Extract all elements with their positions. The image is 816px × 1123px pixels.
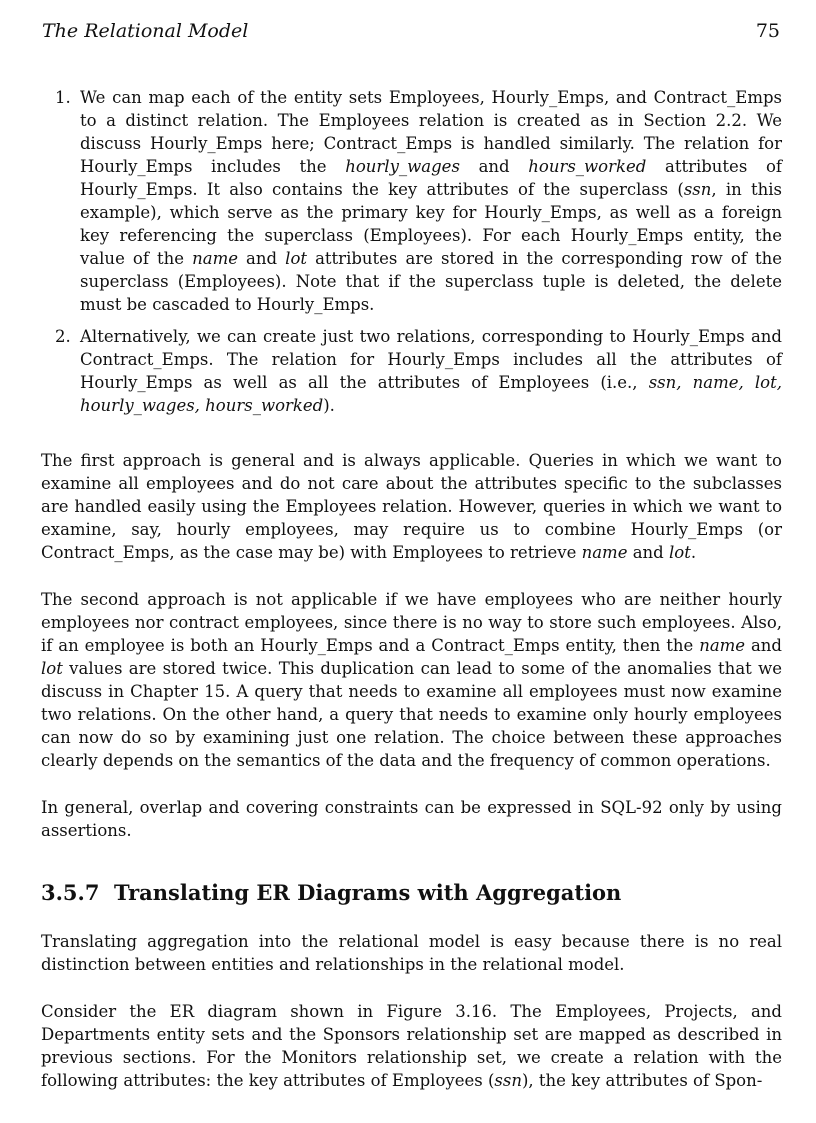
attribute-term: ssn — [683, 180, 712, 199]
section-title: Translating ER Diagrams with Aggregation — [114, 880, 622, 905]
attribute-term: lot — [41, 659, 63, 678]
section-heading — [41, 880, 782, 906]
paragraph-er-diagram: Consider the ER diagram shown in Figure 3.16. The Employees, Projects, and Departments entity sets and the Sponsors relationship set are mapped as described in previous sections. For the Monitors relationship set, we create a relation with the following attributes: the key attributes of Employees (ssn), the key attributes of Spon- — [41, 1002, 782, 1090]
attribute-term: name — [699, 636, 746, 655]
attribute-term: ssn, name, lot, hourly_wages, hours_worked — [80, 373, 782, 415]
running-title: The Relational Model — [42, 20, 249, 42]
attribute-term: lot — [669, 543, 691, 562]
attribute-term: name — [192, 249, 238, 268]
attribute-term: hourly_wages — [345, 157, 460, 176]
paragraph-constraints: In general, overlap and covering constraints can be expressed in SQL-92 only by using assertions. — [41, 798, 782, 840]
numbered-list — [41, 86, 782, 417]
list-item-1: 1. We can map each of the entity sets Employees, Hourly_Emps, and Contract_Emps to a distinct relation. The Employees relation is created as in Section 2.2. We discuss Hourly_Emps here; Contract_Emps is handled similarly. The relation for Hourly_Emps includes the hourly_wages and hours_worked attributes of Hourly_Emps. It also contains the key attributes of the superclass (ssn, in this example), which serve as the primary key for Hourly_Emps, as well as a foreign key referencing the superclass (Employees). For each Hourly_Emps entity, the value of the name and lot attributes are stored in the corresponding row of the superclass (Employees). Note that if the superclass tuple is deleted, the delete must be cascaded to Hourly_Emps. — [55, 88, 782, 314]
section-number: 3.5.7 — [41, 880, 100, 905]
list-item-2: 2. Alternatively, we can create just two relations, corresponding to Hourly_Emps and Contract_Emps. The relation for Hourly_Emps includes all the attributes of Hourly_Emps as well as all the attributes of Employees (i.e., ssn, name, lot, hourly_wages, hours_worked). — [55, 327, 782, 415]
list-number: 1. — [55, 88, 71, 107]
paragraph-aggregation-intro: Translating aggregation into the relational model is easy because there is no real distinction between entities and relationships in the relational model. — [41, 932, 782, 974]
attribute-term: ssn — [494, 1071, 522, 1090]
body-text — [41, 86, 782, 1092]
attribute-term: name — [581, 543, 628, 562]
list-number: 2. — [55, 327, 71, 346]
paragraph-second-approach: The second approach is not applicable if we have employees who are neither hourly employees nor contract employees, since there is no way to store such employees. Also, if an employee is both an Hourly_Emps and a Contract_Emps entity, then the name and lot values are stored twice. This duplication can lead to some of the anomalies that we discuss in Chapter 15. A query that needs to examine all employees must now examine two relations. On the other hand, a query that needs to examine only hourly employees can now do so by examining just one relation. The choice between these approaches clearly depends on the semantics of the data and the frequency of common operations. — [41, 590, 782, 770]
attribute-term: lot — [285, 249, 308, 268]
page-number: 75 — [755, 20, 780, 42]
running-header — [42, 20, 780, 46]
paragraph-first-approach: The first approach is general and is always applicable. Queries in which we want to examine all employees and do not care about the attributes specific to the subclasses are handled easily using the Employees relation. However, queries in which we want to examine, say, hourly employees, may require us to combine Hourly_Emps (or Contract_Emps, as the case may be) with Employees to retrieve name and lot. — [41, 451, 782, 562]
attribute-term: hours_worked — [528, 157, 647, 176]
